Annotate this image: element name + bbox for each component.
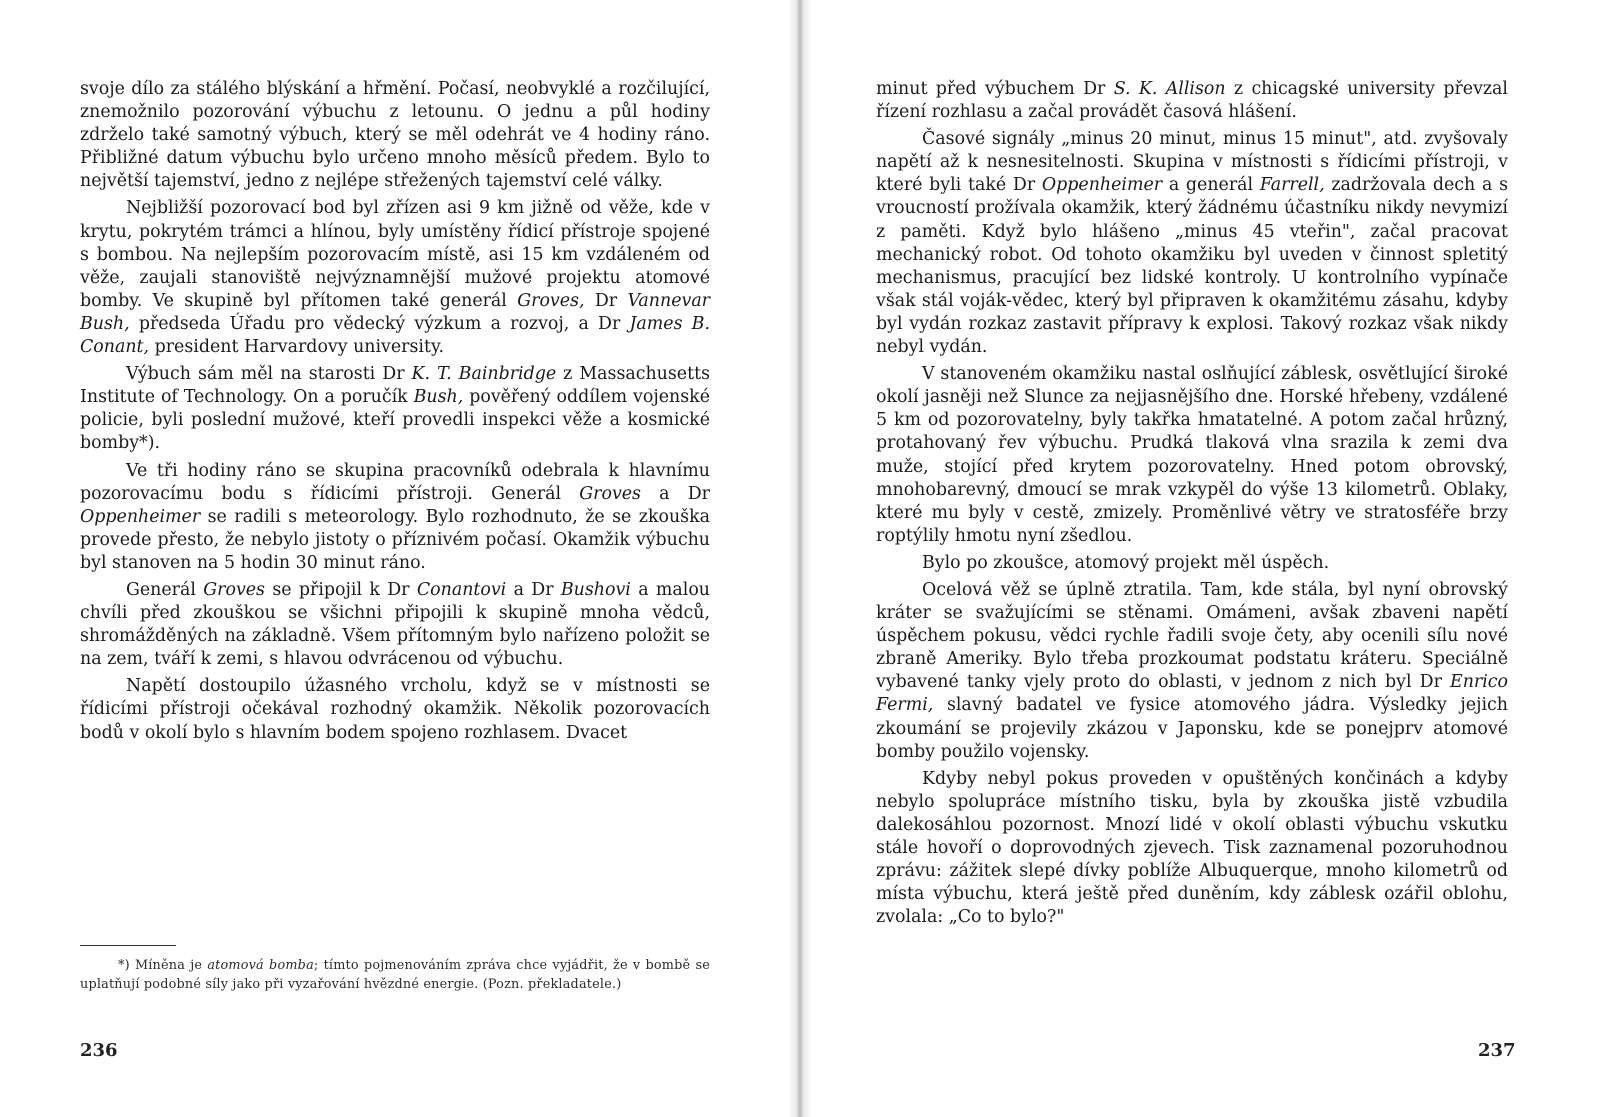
footnote-divider <box>80 945 176 946</box>
name-italic: Bush, <box>413 387 464 408</box>
text-run: a generál <box>1162 175 1260 196</box>
name-italic: Conantovi <box>416 579 507 600</box>
paragraph <box>876 363 1508 548</box>
text-run: zadržovala dech a s vroucností prožívala okamžik, který žádnému účastníku nikdy nevymizí z paměti. Když bylo hlášeno „minus 45 vteřin", začal pracovat mechanický robot. Od tohoto okamžiku byl uveden v činnost spletitý mechanismus, pracující bez lidské kontroly. U kontrolního vypínače však stál voják-vědec, který byl připraven k okamžitému zásahu, kdyby byl vydán rozkaz zastavit přípravy k explosi. Takový rozkaz však nikdy nebyl vydán. <box>876 175 1508 358</box>
paragraph <box>80 579 710 671</box>
text-run: V stanoveném okamžiku nastal oslňující záblesk, osvětlující široké okolí jasněji než Slunce za nejjasnějšího dne. Horské hřebeny, vzdálené 5 km od pozorovatelny, byly takřka hmatatelné. A potom začal hrůzný, protahovaný řev výbuchu. Prudká tlaková vlna srazila k zemi dva muže, stojící před krytem pozorovatelny. Hned potom obrovský, mnohobarevný, dmoucí se mrak vzkypěl do výše 13 kilometrů. Oblaky, které mu byly v cestě, zmizely. Proměnlivé větry ve stratosféře brzy roptýlily hmotu nyní zšedlou. <box>876 364 1508 546</box>
name-italic: S. K. Allison <box>1113 79 1226 99</box>
text-run: z chicagské university převzal řízení rozhlasu a začal provádět časová hlášení. <box>876 79 1508 123</box>
text-run: Generál <box>126 579 204 600</box>
text-run: se radili s meteorology. Bylo rozhodnuto, že se zkouška provede přesto, že nebylo jistoty o příznivém počasí. Okamžik výbuchu byl stanoven na 5 hodin 30 minut ráno. <box>80 506 710 573</box>
name-italic: Groves <box>579 483 641 504</box>
text-run: Výbuch sám měl na starosti Dr <box>126 364 412 385</box>
paragraph <box>876 768 1508 930</box>
paragraph <box>876 78 1508 124</box>
paragraph <box>80 78 710 193</box>
page-number-left: 236 <box>80 1040 118 1061</box>
name-italic: Enrico Fermi, <box>876 672 1508 716</box>
footnote <box>80 956 710 994</box>
left-text-column <box>80 78 710 749</box>
text-run: president Harvardovy university. <box>149 337 444 358</box>
paragraph <box>876 579 1508 764</box>
name-italic: Bushovi <box>560 579 631 600</box>
paragraph <box>80 363 710 455</box>
text-run: předseda Úřadu pro vědecký výzkum a rozvoj, a Dr <box>129 313 630 334</box>
text-run: se připojil k Dr <box>264 579 417 600</box>
name-italic: Oppenheimer <box>80 506 201 527</box>
text-run: a malou chvíli před zkouškou se všichni připojili k skupině mnoha vědců, shromážděných na základně. Všem přítomným bylo nařízeno položit se na zem, tváří k zemi, s hlavou odvrácenou od výbuchu. <box>80 579 711 670</box>
text-run: Dr <box>584 290 628 311</box>
name-italic: Groves <box>203 579 265 600</box>
text-run: svoje dílo za stálého blýskání a hřmění. Počasí, neobvyklé a rozčilující, znemožnilo pozorování výbuchu z letounu. O jednu a půl hodiny zdrželo také samotný výbuch, který se měl odehrát ve 4 hodiny ráno. Přibližné datum výbuchu bylo určeno mnoho měsíců předem. Bylo to největší tajemství, jedno z nejlépe střežených tajemství celé války. <box>80 79 710 192</box>
paragraph <box>80 675 710 744</box>
text-run: z Massachusetts Institute of Technology. On a poručík <box>80 364 711 408</box>
paragraph <box>80 460 710 575</box>
paragraph <box>876 128 1508 359</box>
page-number-right: 237 <box>1478 1040 1516 1061</box>
name-italic: Vannevar Bush, <box>80 290 710 334</box>
text-run: Napětí dostoupilo úžasného vrcholu, když se v místnosti se řídicími přístroji očekával rozhodný okamžik. Několik pozorovacích bodů v okolí bylo s hlavním bodem spojeno rozhlasem. Dvacet <box>80 676 710 743</box>
paragraph <box>80 197 710 359</box>
name-italic: K. T. Bainbridge <box>411 364 557 385</box>
text-run: Ocelová věž se úplně ztratila. Tam, kde stála, byl nyní obrovský kráter se svažujícími se stěnami. Omámeni, avšak zbaveni napětí úspěchem pokusu, vědci rychle řadili svoje čety, aby ocenili sílu nové zbraně Ameriky. Bylo třeba prozkoumat podstatu kráteru. Speciálně vybavené tanky vjely proto do oblasti, v jednom z nich byl Dr <box>876 579 1508 693</box>
footnote-text: *) Míněna je <box>118 958 208 973</box>
name-italic: Groves, <box>517 290 585 311</box>
name-italic: James B. Conant, <box>80 313 710 358</box>
footnote-text: ; tímto pojmenováním zpráva chce vyjádřit, že v bombě se uplatňují podobné síly jako při vyzařování hvězdné energie. (Pozn. překladatele.) <box>80 958 710 992</box>
text-run: a Dr <box>506 579 561 600</box>
text-run: slavný badatel ve fysice atomového jádra. Výsledky jejich zkoumání se projevily zkázou v Japonsku, kde se ponejprv atomové bomby použilo vojensky. <box>876 695 1508 762</box>
right-page <box>800 0 1600 1117</box>
text-run: Nejbližší pozorovací bod byl zřízen asi 9 km jižně od věže, kde v krytu, pokrytém trámci a hlínou, byly umístěny řídicí přístroje spojené s bombou. Na nejlepším pozorovacím místě, asi 15 km vzdáleném od věže, zaujali stanoviště nejvýznamnější mužové projektu atomové bomby. Ve skupině byl přítomen také generál <box>80 198 710 311</box>
name-italic: Farrell, <box>1259 175 1325 196</box>
text-run: minut před výbuchem Dr <box>876 79 1114 99</box>
text-run: pověřený oddílem vojenské policie, byli poslední mužové, kteří provedli inspekci věže a kosmické bomby*). <box>80 387 710 454</box>
footnote-italic: atomová bomba <box>207 958 314 973</box>
right-text-column <box>876 78 1508 933</box>
name-italic: Oppenheimer <box>1041 175 1163 196</box>
text-run: Časové signály „minus 20 minut, minus 15 minut", atd. zvyšovaly napětí až k nesnesitelnosti. Skupina v místnosti s řídicími přístroji, v které byli také Dr <box>876 129 1508 196</box>
text-run: Ve tři hodiny ráno se skupina pracovníků odebrala k hlavnímu pozorovacímu bodu s řídicími přístroji. Generál <box>80 460 710 504</box>
text-run: Bylo po zkoušce, atomový projekt měl úspěch. <box>922 552 1330 573</box>
text-run: a Dr <box>640 483 710 504</box>
text-run: Kdyby nebyl pokus proveden v opuštěných končinách a kdyby nebylo spolupráce místního tisku, byla by zkouška jistě vzbudila dalekosáhlou pozornost. Mnozí lidé v okolí oblasti výbuchu vskutku stále hovoří o doprovodných zjevech. Tisk zaznamenal pozoruhodnou zprávu: zážitek slepé dívky poblíže Albuquerque, mnoho kilometrů od místa výbuchu, která ještě před duněním, kdy záblesk ozářil oblohu, zvolala: „Co to bylo?" <box>876 768 1508 928</box>
paragraph <box>876 552 1508 575</box>
